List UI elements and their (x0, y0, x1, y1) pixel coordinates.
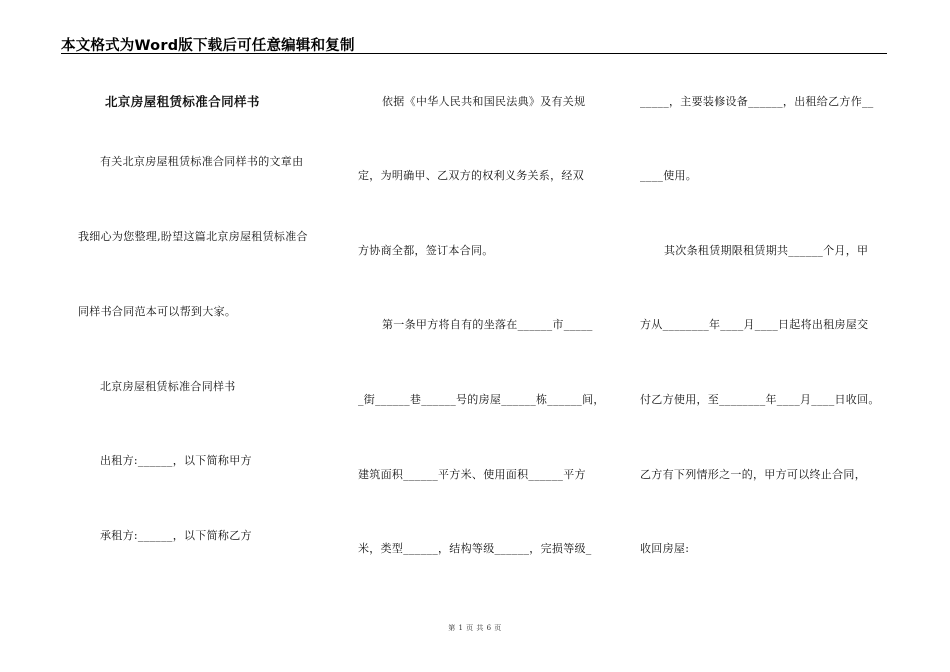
paragraph-line: 米，类型______，结构等级______，完损等级_ (358, 542, 592, 555)
text-column-2 (358, 0, 606, 672)
document-title: 北京房屋租赁标准合同样书 (105, 94, 260, 109)
paragraph-line: 乙方有下列情形之一的，甲方可以终止合同， (640, 468, 866, 481)
paragraph-line: 方协商全都，签订本合同。 (358, 244, 494, 257)
page-number: 第 1 页 共 6 页 (448, 624, 502, 632)
paragraph-line: 付乙方使用，至________年____月____日收回。 (640, 393, 880, 406)
paragraph-line: 同样书合同范本可以帮到大家。 (78, 305, 237, 318)
paragraph-line: 定，为明确甲、乙双方的权利义务关系，经双 (358, 169, 584, 182)
paragraph-line: 收回房屋: (640, 542, 690, 555)
paragraph-line: 出租方:______，以下简称甲方 (100, 454, 252, 467)
paragraph-line: ____使用。 (640, 169, 698, 182)
paragraph-line: 有关北京房屋租赁标准合同样书的文章由 (100, 155, 304, 168)
paragraph-line: 方从________年____月____日起将出租房屋交 (640, 318, 869, 331)
paragraph-line: 建筑面积______平方米、使用面积______平方 (358, 468, 586, 481)
paragraph-line: 第一条甲方将自有的坐落在______市_____ (382, 318, 593, 331)
document-header-title: 本文格式为Word版下载后可任意编辑和复制 (61, 38, 355, 54)
paragraph-line: _街______巷______号的房屋______栋______间， (358, 393, 605, 406)
text-column-3 (640, 0, 886, 672)
paragraph-line: 依据《中华人民共和国民法典》及有关规 (382, 95, 586, 108)
paragraph-line: 承租方:______，以下简称乙方 (100, 529, 252, 542)
text-column-1 (78, 0, 322, 672)
paragraph-line: 其次条租赁期限租赁期共______个月，甲 (664, 244, 869, 257)
paragraph-line: 北京房屋租赁标准合同样书 (100, 380, 236, 393)
paragraph-line: _____，主要装修设备______，出租给乙方作__ (640, 95, 874, 108)
paragraph-line: 我细心为您整理,盼望这篇北京房屋租赁标准合 (78, 230, 308, 243)
